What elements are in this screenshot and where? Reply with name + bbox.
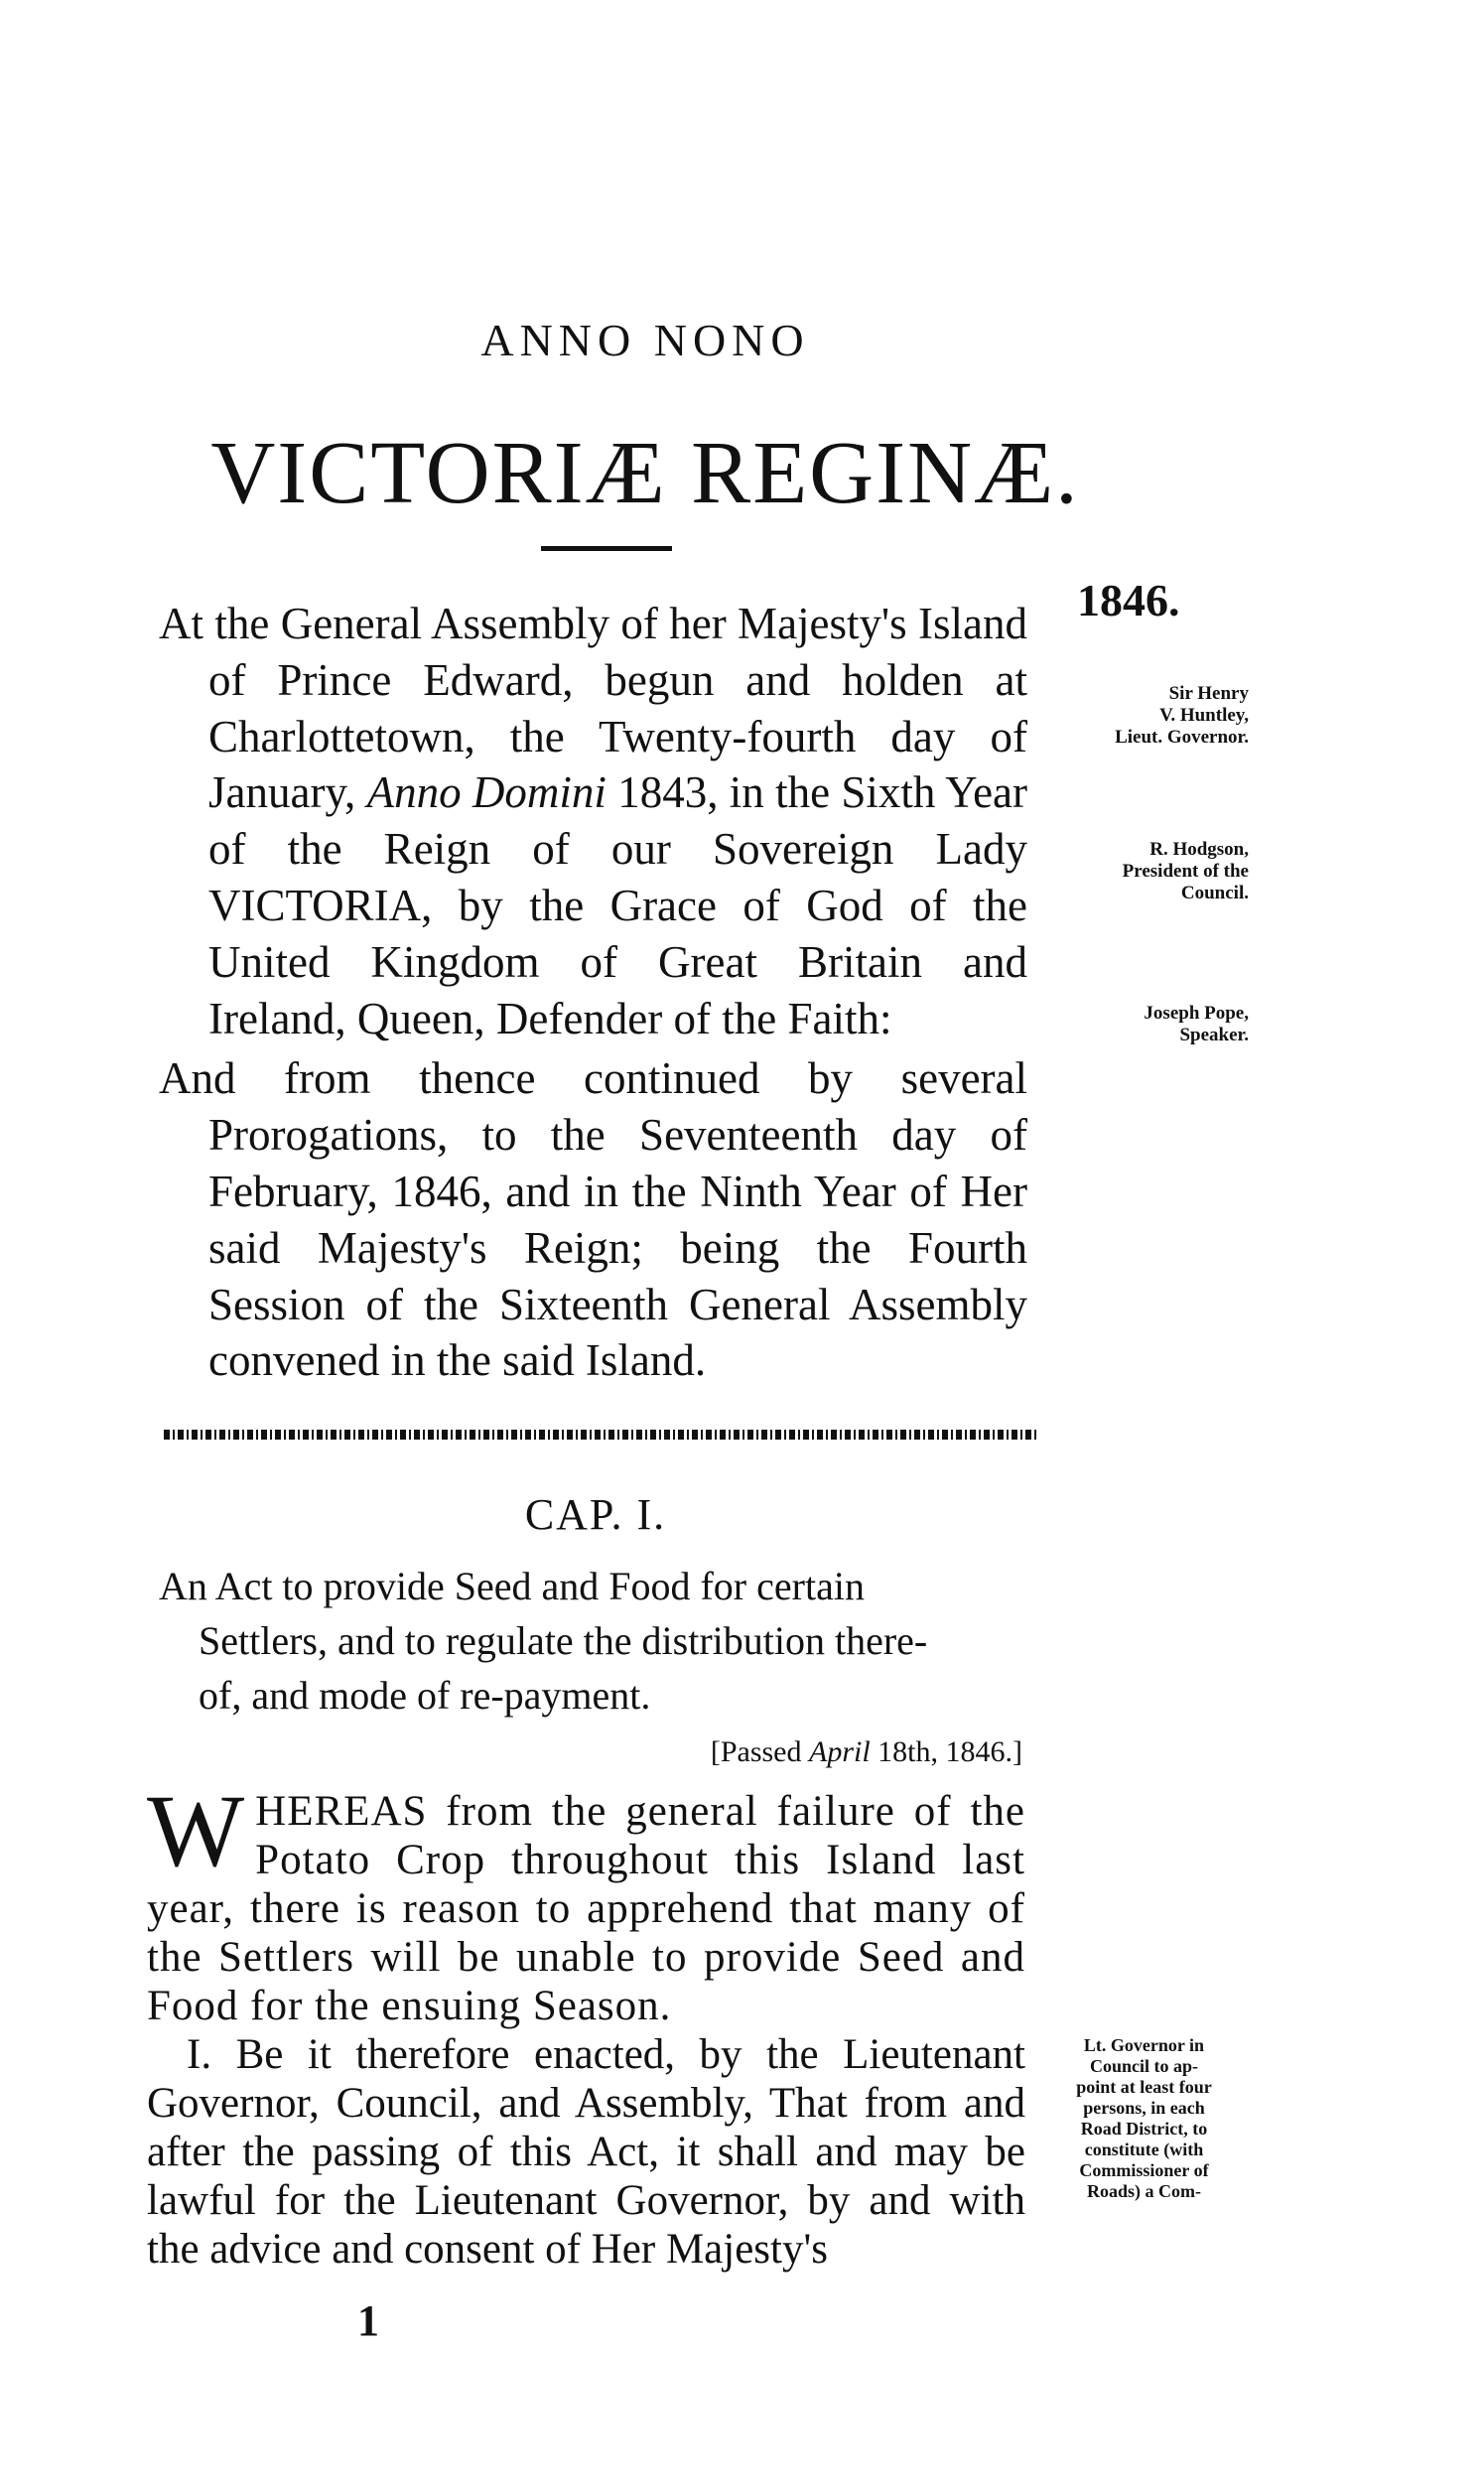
enactment-paragraph: I. Be it therefore enacted, by the Lieutenant Governor, Council, and Assembly, That from and after the passing of this Act, it shall and may be lawful for the Lieutenant Governor, by and with the advice and consent of Her Majesty's [147, 2031, 1025, 2273]
margin-note-line: Council to ap- [1089, 2056, 1198, 2076]
margin-note-governor [1040, 683, 1249, 749]
whereas-paragraph [147, 1774, 1025, 2030]
margin-note-speaker [1040, 1003, 1249, 1046]
margin-note-line: President of the [1122, 861, 1249, 882]
act-title-line: of, and mode of re-payment. [199, 1673, 651, 1718]
margin-note-president [1040, 839, 1249, 904]
margin-note-line: Roads) a Com- [1087, 2181, 1201, 2201]
margin-note-line: V. Huntley, [1159, 705, 1249, 726]
whereas-text: HEREAS from the general failure of the Potato Crop throughout this Island last year, there is reason to apprehend that many of the Settlers will be unable to provide Seed and Food for the ensuing Season. [147, 1788, 1025, 2029]
heading-divider [541, 546, 672, 551]
passed-month: April [809, 1735, 871, 1768]
passed-date [650, 1735, 1022, 1769]
margin-note-line: Commissioner of [1079, 2160, 1209, 2180]
ornamental-divider [164, 1430, 1037, 1440]
act-title [159, 1559, 1027, 1723]
margin-note-line: Road District, to [1080, 2119, 1208, 2139]
preamble [159, 596, 1027, 1389]
heading-victoriae-reginae: VICTORIÆ REGINÆ. [210, 424, 1080, 522]
margin-note-line: Lieut. Governor. [1115, 727, 1249, 748]
margin-note-line: Joseph Pope, [1144, 1003, 1249, 1024]
drop-cap: W [147, 1774, 246, 1888]
margin-note-line: R. Hodgson, [1149, 839, 1249, 860]
page-number: 1 [357, 2296, 379, 2345]
margin-note-line: Sir Henry [1168, 683, 1249, 704]
year-label: 1846. [1077, 575, 1180, 625]
act-title-line: An Act to provide Seed and Food for certain [159, 1564, 865, 1608]
act-body [147, 1774, 1025, 2274]
margin-note-commissioners [1032, 2035, 1256, 2202]
heading-anno: ANNO NONO [480, 315, 810, 365]
act-title-line: Settlers, and to regulate the distribution there- [199, 1618, 928, 1663]
margin-note-line: Council. [1180, 883, 1249, 903]
passed-suffix: 18th, 1846.] [870, 1735, 1022, 1768]
chapter-heading: CAP. I. [524, 1490, 667, 1539]
margin-note-line: persons, in each [1083, 2098, 1205, 2118]
margin-note-line: Speaker. [1179, 1025, 1249, 1045]
margin-note-line: Lt. Governor in [1083, 2035, 1205, 2055]
margin-note-line: constitute (with [1084, 2140, 1204, 2159]
preamble-paragraph-1: At the General Assembly of her Majesty's Island of Prince Edward, begun and holden at Charlottetown, the Twenty-fourth day of January, Anno Domini 1843, in the Sixth Year of the Reign of our Sovereign Lady VICTORIA, by the Grace of God of the United Kingdom of Great Britain and Ireland, Queen, Defender of the Faith: [159, 599, 1027, 1043]
preamble-paragraph-2: And from thence continued by several Prorogations, to the Seventeenth day of February, 1846, and in the Ninth Year of Her said Majesty's Reign; being the Fourth Session of the Sixteenth General Assembly convened in the said Island. [159, 1053, 1027, 1386]
margin-note-line: point at least four [1076, 2077, 1212, 2097]
passed-prefix: [Passed [710, 1735, 809, 1768]
